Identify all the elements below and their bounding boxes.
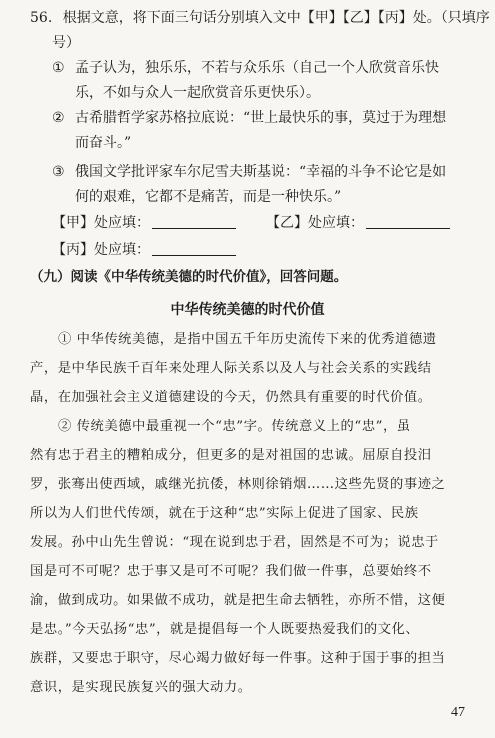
option-3-marker: ③ (52, 164, 65, 180)
fill-jia (52, 213, 236, 233)
p2-line3: 罗，张骞出使西域，戚继光抗倭，林则徐销烟……这些先贤的事迹之 (30, 477, 446, 492)
option-1 (52, 58, 439, 78)
option-3 (52, 162, 446, 182)
option-3-line2: 何的艰难，它都不是痛苦，而是一种快乐。” (75, 189, 342, 205)
p2-line10: 意识，是实现民族复兴的强大动力。 (30, 680, 252, 695)
fill-bing-blank[interactable] (152, 241, 236, 256)
question-stem-line2: 号） (52, 35, 80, 51)
option-2 (52, 108, 446, 128)
fill-bing-label: 【丙】处应填： (52, 242, 150, 258)
page-number: 47 (451, 705, 465, 720)
fill-jia-label: 【甲】处应填： (52, 215, 150, 231)
p1-line3: 晶，在加强社会主义道德建设的今天，仍然具有重要的时代价值。 (30, 390, 432, 405)
p2-line9: 族群，又要忠于职守，尽心竭力做好每一件事。这种于国于事的担当 (30, 651, 446, 666)
p2-line4: 所以为人们世代传颂，就在于这种“忠”实际上促进了国家、民族 (30, 506, 419, 521)
article-title: 中华传统美德的时代价值 (170, 302, 325, 318)
section-heading: （九）阅读《中华传统美德的时代价值》，回答问题。 (30, 269, 348, 285)
fill-yi (266, 213, 450, 233)
question-stem (30, 8, 490, 28)
option-1-line2: 乐，不如与众人一起欣赏音乐更快乐）。 (75, 85, 320, 101)
option-1-line1: 孟子认为，独乐乐，不若与众乐乐（自己一个人欣赏音乐快 (75, 60, 440, 76)
option-1-marker: ① (52, 60, 65, 76)
option-2-line2: 而奋斗。” (75, 135, 132, 151)
p2-line6: 国是可不可呢？忠于事又是可不可呢？我们做一件事，总要始终不 (30, 564, 432, 579)
fill-yi-blank[interactable] (366, 214, 450, 229)
option-3-line1: 俄国文学批评家车尔尼雪夫斯基说：“幸福的斗争不论它是如 (75, 164, 447, 180)
fill-jia-blank[interactable] (152, 214, 236, 229)
p2-line7: 渝，做到成功。如果做不成功，就是把生命去牺牲，亦所不惜，这便 (30, 593, 446, 608)
p1-line2: 产，是中华民族千百年来处理人际关系以及人与社会关系的实践结 (30, 361, 432, 376)
question-number: 56. (30, 10, 53, 26)
p2-line1: ② 传统美德中最重视一个“忠”字。传统意义上的“忠”，虽 (58, 419, 411, 434)
question-stem-line1: 根据文意，将下面三句话分别填入文中【甲】【乙】【丙】处。（只填序 (62, 10, 490, 26)
option-2-marker: ② (52, 110, 65, 126)
fill-bing (52, 240, 236, 260)
p1-line1: ① 中华传统美德，是指中国五千年历史流传下来的优秀道德遗 (58, 332, 437, 347)
p2-line8: 是忠。”今天弘扬“忠”，就是提倡每一个人既要热爱我们的文化、 (30, 622, 420, 637)
fill-yi-label: 【乙】处应填： (266, 215, 364, 231)
option-2-line1: 古希腊哲学家苏格拉底说：“世上最快乐的事，莫过于为理想 (75, 110, 447, 126)
p2-line5: 发展。孙中山先生曾说：“现在说到忠于君，固然是不可为；说忠于 (30, 535, 439, 550)
p2-line2: 然有忠于君主的糟粕成分，但更多的是对祖国的忠诚。屈原自投汨 (30, 448, 432, 463)
